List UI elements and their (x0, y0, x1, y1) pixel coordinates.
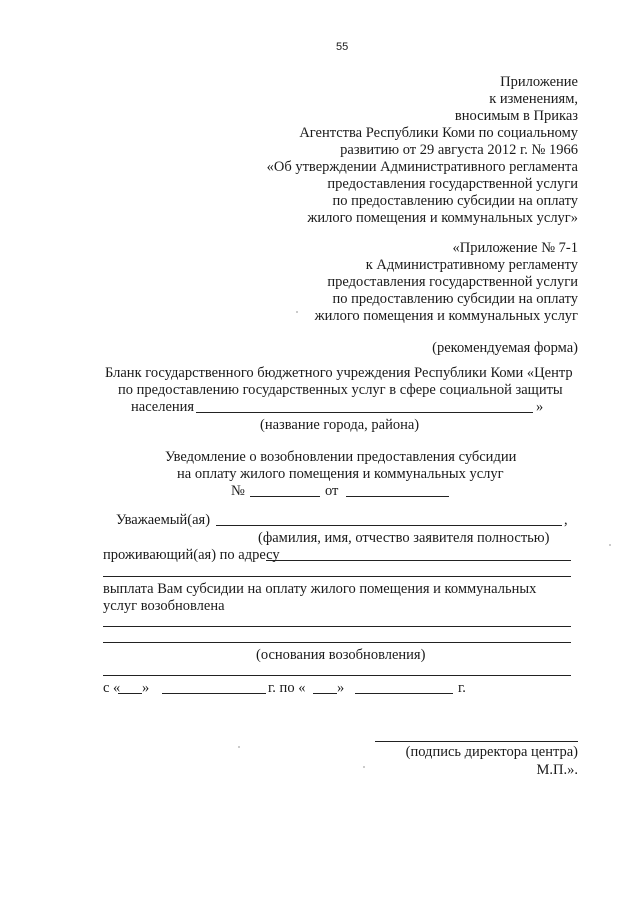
title-line: на оплату жилого помещения и коммунальных услуг (177, 466, 504, 482)
address-label: проживающий(ая) по адресу (103, 547, 280, 563)
header-line: предоставления государственной услуги (327, 176, 578, 192)
letterhead-line: по предоставлению государственных услуг в сфере социальной защиты (118, 382, 563, 398)
payment-text-line: услуг возобновлена (103, 598, 225, 614)
address-field[interactable] (266, 560, 571, 561)
period-quote: » (142, 680, 150, 696)
notice-date-field[interactable] (346, 496, 449, 497)
period-to-month-field[interactable] (355, 693, 453, 694)
greeting-comma: , (564, 512, 568, 528)
header-line: жилого помещения и коммунальных услуг» (307, 210, 578, 226)
appendix-line: жилого помещения и коммунальных услуг (314, 308, 578, 324)
period-year-label: г. (458, 680, 466, 696)
appendix-line: предоставления государственной услуги (327, 274, 578, 290)
title-line: Уведомление о возобновлении предоставления субсидии (165, 449, 517, 465)
header-line: «Об утверждении Административного регламента (266, 159, 578, 175)
scan-speck (238, 746, 240, 748)
header-line: вносимым в Приказ (454, 108, 578, 124)
period-to-day-field[interactable] (313, 693, 337, 694)
date-label: от (325, 483, 339, 499)
signature-caption: (подпись директора центра) (405, 744, 578, 760)
recommended-form-label: (рекомендуемая форма) (432, 340, 578, 356)
address-field-continued[interactable] (103, 576, 571, 577)
notice-number-field[interactable] (250, 496, 320, 497)
stamp-label: М.П.». (536, 762, 578, 778)
header-line: развитию от 29 августа 2012 г. № 1966 (340, 142, 578, 158)
letterhead-line: Бланк государственного бюджетного учреждения Республики Коми «Центр (105, 365, 573, 381)
scan-speck (363, 766, 365, 768)
scan-speck (609, 544, 611, 546)
signature-field[interactable] (375, 741, 578, 742)
header-line: к изменениям, (489, 91, 578, 107)
reason-field-line[interactable] (103, 642, 571, 643)
greeting-label: Уважаемый(ая) (116, 512, 211, 528)
period-from-day-field[interactable] (118, 693, 142, 694)
header-line: Приложение (500, 74, 578, 90)
payment-text-line: выплата Вам субсидии на оплату жилого помещения и коммунальных (103, 581, 537, 597)
period-from-label: с « (103, 680, 121, 696)
letterhead-line-suffix: » (536, 399, 544, 415)
appendix-line: «Приложение № 7-1 (452, 240, 578, 256)
period-quote: » (337, 680, 345, 696)
appendix-line: к Административному регламенту (365, 257, 578, 273)
reason-field-line[interactable] (103, 626, 571, 627)
reason-field-line[interactable] (103, 675, 571, 676)
period-to-label: г. по « (268, 680, 306, 696)
city-district-field[interactable] (196, 412, 533, 413)
applicant-name-field[interactable] (216, 525, 562, 526)
appendix-line: по предоставлению субсидии на оплату (332, 291, 578, 307)
header-line: по предоставлению субсидии на оплату (332, 193, 578, 209)
reason-caption: (основания возобновления) (256, 647, 426, 663)
applicant-name-caption: (фамилия, имя, отчество заявителя полностью) (258, 530, 550, 546)
city-district-caption: (название города, района) (260, 417, 420, 433)
header-line: Агентства Республики Коми по социальному (299, 125, 578, 141)
period-from-month-field[interactable] (162, 693, 266, 694)
page-number: 55 (336, 41, 349, 53)
scan-speck (296, 311, 298, 313)
number-label: № (231, 483, 245, 499)
letterhead-line-prefix: населения (131, 399, 195, 415)
